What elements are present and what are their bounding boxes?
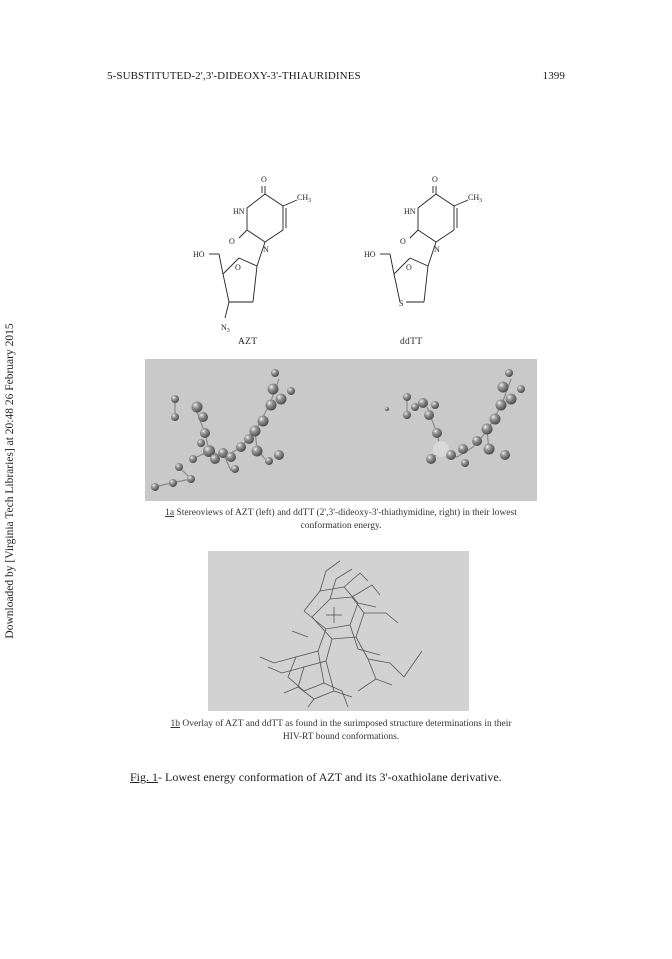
download-notice-text: Downloaded by [Virginia Tech Libraries] at 20:48 26 February 2015: [4, 323, 16, 639]
figure-1a-caption: [110, 507, 572, 533]
figure-1a-label: 1a: [165, 508, 175, 518]
overlay-wireframe: [208, 551, 469, 711]
figure-1-caption: [130, 770, 550, 785]
azt-ho: HO: [193, 250, 205, 259]
ddtt-ch3: $CH_3$: [468, 193, 483, 204]
azt-n3: $N_3$: [221, 323, 230, 334]
azt-o-left: O: [229, 237, 235, 246]
stereoview-image: [145, 359, 537, 501]
figure-1b-caption: [110, 718, 572, 744]
download-notice: [2, 298, 18, 664]
azt-o-top: O: [261, 175, 267, 184]
ddtt-ho: HO: [364, 250, 376, 259]
azt-hn: HN: [233, 207, 245, 216]
azt-o-sugar: O: [235, 263, 241, 272]
ddtt-s-ring: S: [399, 299, 404, 308]
ddtt-o-sugar: O: [406, 263, 412, 272]
figure-1a-text-line2: conformation energy.: [300, 521, 382, 531]
ddtt-n-ring: N: [434, 245, 440, 254]
azt-ch3: $CH_3$: [297, 193, 312, 204]
running-title: 5-SUBSTITUTED-2',3'-DIDEOXY-3'-THIAURIDINES: [107, 70, 361, 82]
ddtt-label: ddTT: [400, 337, 423, 347]
ddtt-hn: HN: [404, 207, 416, 216]
running-head: [107, 70, 565, 86]
figure-1-label: Fig. 1: [130, 770, 159, 784]
azt-n-ring: N: [263, 245, 269, 254]
azt-label: AZT: [238, 337, 258, 347]
figure-1b-label: 1b: [170, 719, 180, 729]
figure-1b-text: Overlay of AZT and ddTT as found in the surimposed structure determinations in their: [179, 719, 512, 729]
figure-1-text: - Lowest energy conformation of AZT and its 3'-oxathiolane derivative.: [158, 770, 502, 784]
ddtt-structure: [366, 170, 506, 340]
page-number: 1399: [542, 70, 565, 82]
ddtt-o-left: O: [400, 237, 406, 246]
figure-1a-text: Stereoviews of AZT (left) and ddTT (2',3'-dideoxy-3'-thiathymidine, right) in their lowest: [174, 508, 517, 518]
overlay-image: [208, 551, 469, 711]
azt-structure: [195, 170, 335, 340]
ddtt-o-top: O: [432, 175, 438, 184]
figure-1b-text-line2: HIV-RT bound conformations.: [282, 732, 400, 742]
stereoview-molecules: [145, 359, 537, 501]
azt-stereo-molecule: [155, 379, 279, 487]
